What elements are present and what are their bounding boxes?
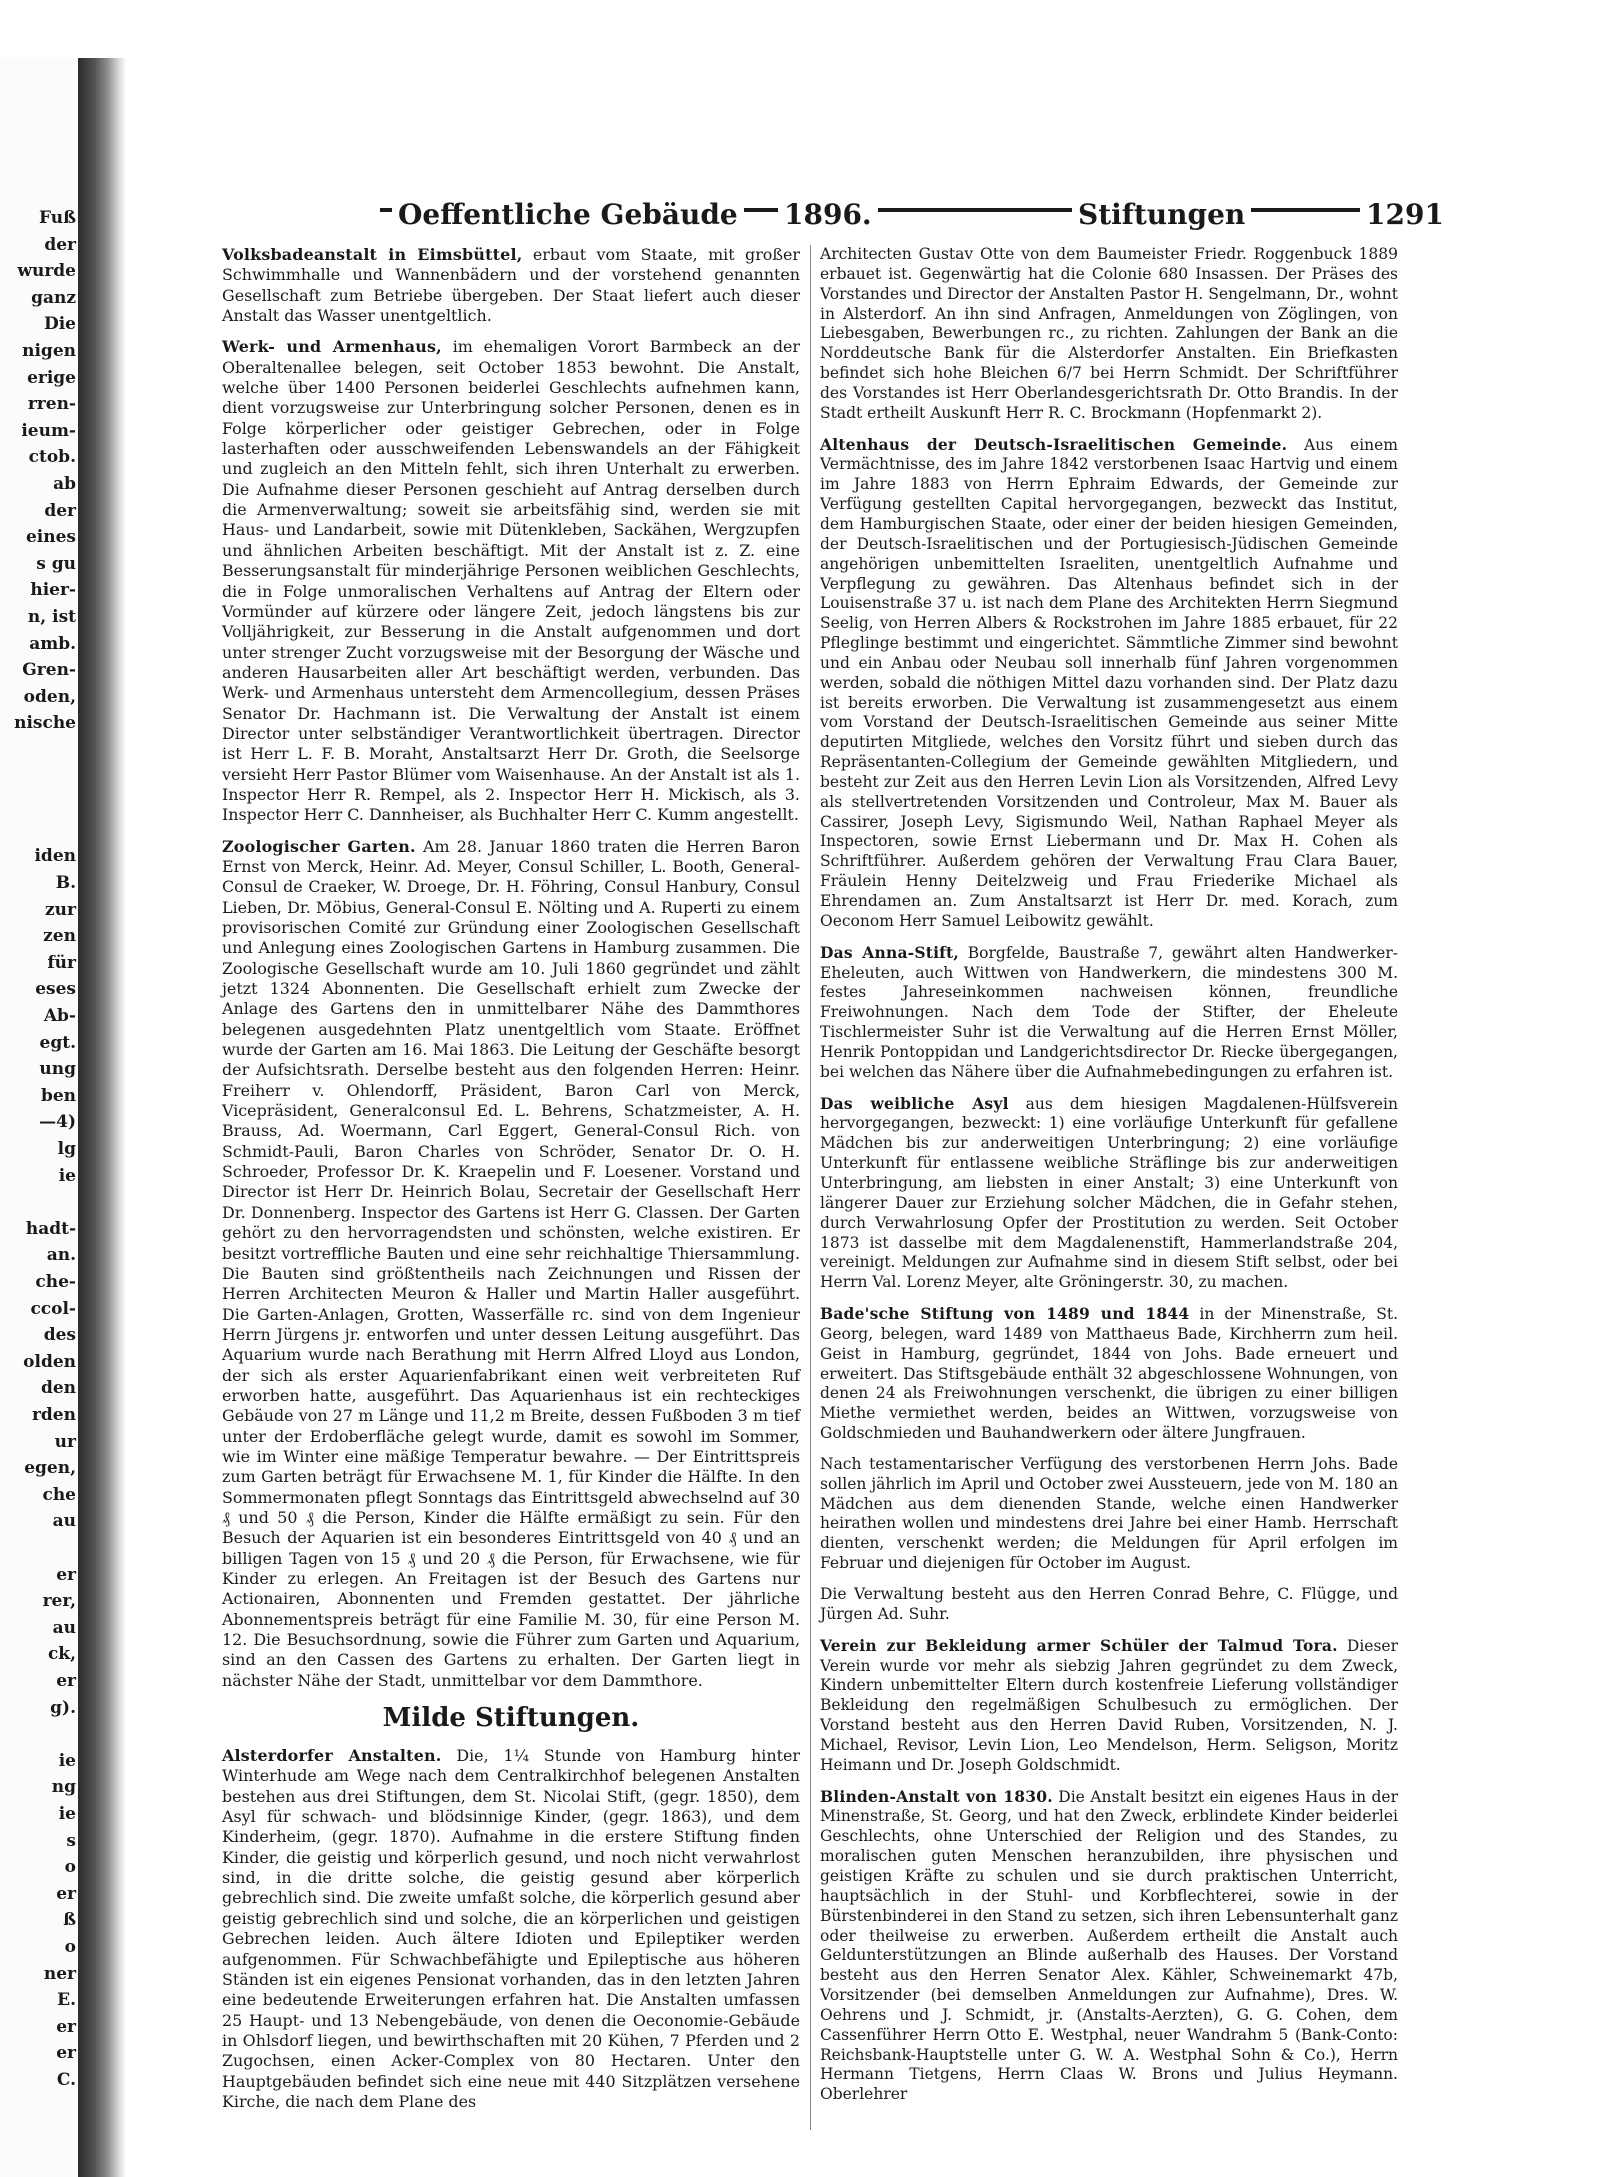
facing-page-line-end: oden, bbox=[23, 686, 76, 707]
facing-page-line-end: zur bbox=[45, 899, 76, 920]
facing-page-line-end: den bbox=[40, 1378, 76, 1399]
facing-page-line-end: er bbox=[56, 1671, 76, 1691]
entry-title: Das Anna-Stift, bbox=[820, 942, 959, 962]
facing-page-line-end: —4) bbox=[39, 1112, 76, 1133]
facing-page-line-end: iden bbox=[34, 846, 76, 867]
entry-title: Alsterdorfer Anstalten. bbox=[222, 1746, 442, 1766]
entry-title: Blinden-Anstalt von 1830. bbox=[820, 1786, 1053, 1806]
facing-page-line-end: olden bbox=[23, 1351, 76, 1372]
facing-page-line-end: ie bbox=[58, 1804, 76, 1824]
entry-body: Die, 1¼ Stunde von Hamburg hinter Winterhude am Wege nach dem Centralkirchhof belegenen Anstalten bestehen aus drei Stiftungen, dem St. Nicolai Stift, (gegr. 1850), dem Asyl für schwach- und blödsinnige Kinder, (gegr. 1863), und dem Kinderheim, (gegr. 1870). Aufnahme in die erstere Stiftung finden Kinder, die geistig und körperlich gesund, und noch nicht verwahrlost sind, in die dritte solche, die geistig gesund aber körperlich gebrechlich sind. Die zweite umfaßt solche, die körperlich gesund aber geistig gebrechlich sind und solche, die an körperlichen und geistigen Gebrechen leiden. Auch ältere Idioten und Epileptiker werden aufgenommen. Für Schwachbefähigte und Epileptische aus höheren Ständen ist ein eigenes Pensionat vorhanden, das in den letzten Jahren eine bedeutende Erweiterungen erfahren hat. Die Anstalten umfassen 25 Haupt- und 13 Nebengebäude, von denen die Oeconomie-Gebäude in Ohlsdorf liegen, und bewirthschaften mit 20 Kühen, 7 Pferden und 2 Zugochsen, einen Acker-Complex von 80 Hectaren. Unter den Hauptgebäuden befindet sich eine neue mit 440 Sitzplätzen versehene Kirche, die nach dem Plane des bbox=[222, 1746, 800, 2111]
facing-page-line-end: s bbox=[66, 1830, 76, 1851]
running-title-left: Oeffentliche Gebäude bbox=[392, 200, 744, 230]
entry-body: im ehemaligen Vorort Barmbeck an der Oberaltenallee belegen, seit October 1853 bewohnt. Die Anstalt, welche über 1400 Personen beiderlei Geschlechts aufnehmen kann, dient vorzugsweise zur Unterbringung solcher Personen, denen es in Folge körperlicher oder geistiger Gebrechen, oder in Folge lasterhaften oder ausschweifenden Lebenswandels an der Fähigkeit und zugleich an den Mitteln fehlt, sich ihren Unterhalt zu erwerben. Die Aufnahme dieser Personen geschieht auf Antrag derselben durch die Armenverwaltung; soweit sie arbeitsfähig sind, werden sie mit Haus- und Landarbeit, sowie mit Dütenkleben, Sackähen, Wergzupfen und ähnlichen Arbeiten beschäftigt. Mit der Anstalt ist z. Z. eine Besserungsanstalt für minderjährige Personen weiblichen Geschlechts, die in Folge unmoralischen Verhaltens auf Antrag der Eltern oder Vormünder auf kürzere oder längere Zeit, jedoch längstens bis zur Volljährigkeit, zur Besserung in die Anstalt aufgenommen und dort unter strenger Zucht vorzugsweise mit der Besorgung der Wäsche und anderen Hausarbeiten aller Art beschäftigt werden, verbunden. Das Werk- und Armenhaus untersteht dem Armencollegium, dessen Präses Senator Dr. Hachmann ist. Die Verwaltung der Anstalt ist einem Director unter selbständiger Verantwortlichkeit übertragen. Director ist Herr L. F. B. Moraht, Anstaltsarzt Herr Dr. Groth, die Seelsorge versieht Herr Pastor Blümer vom Waisenhause. An der Anstalt ist als 1. Inspector Herr R. Rempel, als 2. Inspector Herr H. Mickisch, als 3. Inspector Herr C. Dannheiser, als Buchhalter Herr C. Kumm angestellt. bbox=[222, 337, 801, 825]
entry-title: Verein zur Bekleidung armer Schüler der Talmud Tora. bbox=[820, 1635, 1338, 1655]
entry-body: Am 28. Januar 1860 traten die Herren Baron Ernst von Merck, Heinr. Ad. Meyer, Consul Schiller, L. Booth, General-Consul de Craeker, W. Droege, Dr. H. Föhring, Consul Hanbury, Consul Lieben, Dr. Möbius, General-Consul E. Nölting und A. Ruperti zu einem provisorischen Comité zur Gründung einer Zoologischen Gesellschaft und Anlegung eines Zoologischen Gartens in Hamburg zusammen. Die Zoologische Gesellschaft wurde am 10. Juli 1860 gegründet und zählt jetzt 1324 Abonnenten. Die Gesellschaft erhielt zum Zwecke der Anlage des Gartens den in unmittelbarer Nähe des Dammthores belegenen ausgedehnten Platz unentgeltlich vom Staate. Eröffnet wurde der Garten am 16. Mai 1863. Die Leitung der Geschäfte besorgt der Aufsichtsrath. Derselbe besteht aus den folgenden Herren: Heinr. Freiherr v. Ohlendorff, Präsident, Baron Carl von Merck, Vicepräsident, Generalconsul Ed. L. Behrens, Schatzmeister, A. H. Brauss, Ad. Woermann, Carl Eggert, General-Consul Rich. von Schmidt-Pauli, Baron Charles von Schröder, Senator Dr. O. H. Schroeder, Professor Dr. K. Kraepelin und F. Loesener. Vorstand und Director ist Herr Dr. Heinrich Bolau, Secretair der Gesellschaft Herr Dr. Donnenberg. Inspector des Gartens ist Herr G. Classen. Der Garten gehört zu den hervorragendsten und schönsten, welche existiren. Er besitzt vortreffliche Bauten und eine sehr reichhaltige Thiersammlung. Die Bauten sind größtentheils nach Zeichnungen und Rissen der Herren Architecten Meuron & Haller und Martin Haller ausgeführt. Die Garten-Anlagen, Grotten, Wasserfälle rc. sind von dem Ingenieur Herrn Jürgens jr. entworfen und unter dessen Leitung ausgeführt. Das Aquarium wurde nach Berathung mit Herrn Alfred Lloyd aus London, der sich als erster Aquarienfabrikant einen weit verbreiteten Ruf erworben hatte, ausgeführt. Das Aquarienhaus ist ein rechteckiges Gebäude von 27 m Länge und 11,2 m Breite, dessen Fußboden 3 m tief unter der Erdoberfläche gelegt wurde, damit es sowohl im Sommer, wie im Winter eine mäßige Temperatur bewahre. — Der Eintrittspreis zum Garten beträgt für Erwachsene M. 1, für Kinder die Hälfte. In den Sommermonaten pflegt Sonntags das Eintrittsgeld abwechselnd auf 30 ₰ und 50 ₰ die Person, Kinder die Hälfte ermäßigt zu sein. Für den Besuch der Aquarien ist ein besonderes Eintrittsgeld von 40 ₰ und an billigen Tagen von 15 ₰ und 20 ₰ die Person, für Erwachsene, wie für Kinder zu erlegen. An Freitagen ist der Besuch des Gartens nur Actionairen, Abonnenten und Fremden gestattet. Der jährliche Abonnementspreis beträgt für eine Familie M. 30, für eine Person M. 12. Die Besuchsordnung, sowie die Führer zum Garten und Aquarium, sind an den Cassen des Gartens zu erhalten. Der Garten liegt in nächster Nähe der Stadt, unmittelbar vor dem Dammthore. bbox=[222, 836, 801, 1690]
facing-page-line-end: E. bbox=[57, 1990, 76, 2011]
facing-page-line-end: ab bbox=[53, 474, 76, 494]
left-text-column bbox=[222, 245, 800, 2123]
entry-title: Werk- und Armenhaus, bbox=[222, 337, 442, 357]
facing-page-line-end: s gu bbox=[36, 553, 76, 574]
facing-page-line-end: nische bbox=[14, 713, 76, 734]
entry-title: Das weibliche Asyl bbox=[820, 1093, 1009, 1113]
entry-paragraph bbox=[820, 1636, 1398, 1776]
facing-page-line-end: der bbox=[44, 234, 76, 255]
facing-page-line-end: ng bbox=[51, 1777, 76, 1798]
entry-title: Bade'sche Stiftung von 1489 und 1844 bbox=[820, 1304, 1190, 1324]
entry-body: Die Verwaltung besteht aus den Herren Conrad Behre, C. Flügge, und Jürgen Ad. Suhr. bbox=[820, 1585, 1398, 1623]
facing-page-line-end: er bbox=[56, 2043, 76, 2064]
entry-paragraph bbox=[820, 1304, 1398, 1444]
book-gutter bbox=[78, 58, 126, 2177]
facing-page-line-end: für bbox=[47, 952, 76, 973]
facing-page-line-end: rren- bbox=[27, 394, 76, 415]
facing-page-line-end: erige bbox=[27, 367, 76, 388]
facing-page-line-end: egen, bbox=[24, 1458, 76, 1479]
facing-page-line-end: C. bbox=[56, 2070, 76, 2090]
facing-page-line-end: ctob. bbox=[28, 447, 76, 468]
facing-page-line-end: rer, bbox=[42, 1591, 76, 1612]
facing-page-line-end: er bbox=[56, 1883, 76, 1904]
entry-body: Architecten Gustav Otte von dem Baumeister Friedr. Roggenbuck 1889 erbauet ist. Gegenwärtig hat die Colonie 680 Insassen. Der Präses des Vorstandes und Director der Anstalten Pastor H. Sengelmann, Dr., wohnt in Alsterdorf. An ihn sind Anfragen, Anmeldungen von Zöglingen, von Liebesgaben, Bewerbungen rc., zu richten. Zahlungen der Bank an die Norddeutsche Bank für die Alsterdorfer Anstalten. Ein Briefkasten befindet sich hohe Bleichen 6/7 bei Herrn Schmidt. Der Schriftführer des Vorstandes ist Herr Oberlandesgerichtsrath Dr. Otto Brandis. In der Stadt ertheilt Auskunft Herr R. C. Brockmann (Hopfenmarkt 2). bbox=[820, 245, 1398, 422]
page-top-margin bbox=[0, 0, 1600, 58]
facing-page-line-end: au bbox=[52, 1511, 76, 1532]
facing-page-line-end: o bbox=[64, 1857, 76, 1878]
facing-page-line-end: ung bbox=[39, 1059, 76, 1080]
facing-page-line-end: Gren- bbox=[22, 660, 76, 681]
facing-page-line-end: n, ist bbox=[27, 607, 76, 627]
facing-page-line-end: ganz bbox=[31, 287, 76, 308]
entry-title: Zoologischer Garten. bbox=[222, 836, 416, 856]
facing-page-line-end: o bbox=[64, 1937, 76, 1957]
entry-paragraph bbox=[222, 1746, 800, 2112]
facing-page-line-end: egt. bbox=[39, 1032, 76, 1053]
facing-page-line-end: lg bbox=[57, 1139, 76, 1159]
column-divider bbox=[810, 245, 811, 2130]
facing-page-line-end: ß bbox=[63, 1910, 76, 1931]
facing-page-line-end: Fuß bbox=[38, 208, 76, 228]
entry-paragraph bbox=[222, 337, 800, 825]
page-number: 1291 bbox=[1360, 200, 1450, 230]
facing-page-line-end: des bbox=[43, 1325, 76, 1346]
facing-page-fragment bbox=[0, 58, 80, 2177]
facing-page-line-end: ben bbox=[40, 1085, 76, 1106]
facing-page-line-end: B. bbox=[55, 873, 76, 893]
facing-page-line-end: ner bbox=[43, 1963, 76, 1984]
entry-paragraph bbox=[820, 1094, 1398, 1293]
facing-page-line-end: hadt- bbox=[25, 1218, 76, 1239]
entry-body: Dieser Verein wurde vor mehr als siebzig Jahren gegründet zu dem Zweck, Kindern unbemittelter Eltern durch kostenfreie Lieferung vollständiger Bekleidung den regelmäßigen Schulbesuch zu ermöglichen. Der Vorstand besteht aus den Herren David Ruben, Vorsitzenden, N. J. Michael, Revisor, Levin Lion, Leo Mendelson, Herm. Seligson, Moritz Heimann und Dr. Joseph Goldschmidt. bbox=[820, 1636, 1398, 1774]
entry-body: Aus einem Vermächtnisse, des im Jahre 1842 verstorbenen Isaac Hartvig und einem im Jahre 1883 von Herrn Ephraim Edwards, der Gemeinde zur Verfügung gestellten Capital hervorgegangen, bezweckt das Institut, dem Hamburgischen Staate, oder einer der beiden hiesigen Gemeinden, der Deutsch-Israelitischen und der Portugiesisch-Jüdischen Gemeinde angehörigen unbemittelten Israeliten, unentgeltlich Aufnahme und Verpflegung zu gewähren. Das Altenhaus befindet sich in der Louisenstraße 37 u. ist nach dem Plane des Architekten Herrn Siegmund Seelig, von Herren Albers & Rockstrohen im Jahre 1885 erbauet, für 22 Pfleglinge bestimmt und eingerichtet. Sämmtliche Zimmer sind bewohnt und ein Anbau oder Neubau soll innerhalb fünf Jahren vorgenommen werden, sobald die nöthigen Mittel dazu vorhanden sind. Der Platz dazu ist bereits erworben. Die Verwaltung ist zusammengesetzt aus einem vom Vorstand der Deutsch-Israelitischen Gemeinde aus seiner Mitte deputirten Mitgliede, welches den Vorsitz führt und sieben durch das Repräsentanten-Collegium der Gemeinde gewählten Mitgliedern, und besteht zur Zeit aus den Herren Levin Lion als Vorsitzenden, Alfred Levy als stellvertretenden Vorsitzenden und Controleur, Max M. Bauer als Cassirer, Joseph Levy, Sigismundo Weil, Nathan Raphael Meyer als Inspectoren, sowie Ernst Liebermann und Dr. Max H. Cohen als Schriftführer. Außerdem gehören der Verwaltung Frau Clara Bauer, Fräulein Henny Deitelzweig und Frau Friederike Michael als Ehrendamen an. Zum Anstaltsarzt ist Herr Dr. med. Korach, zum Oeconom Herr Samuel Leibowitz gewählt. bbox=[820, 435, 1398, 930]
facing-page-line-end: eses bbox=[35, 979, 76, 1000]
entry-paragraph bbox=[222, 837, 800, 1691]
facing-page-line-end: hier- bbox=[30, 580, 76, 601]
facing-page-line-end: an. bbox=[46, 1245, 76, 1266]
facing-page-line-end: nigen bbox=[22, 341, 76, 361]
facing-page-line-end: rden bbox=[31, 1405, 76, 1425]
entry-paragraph bbox=[820, 435, 1398, 932]
facing-page-line-end: ccol- bbox=[30, 1298, 76, 1319]
section-heading: Milde Stiftungen. bbox=[382, 1703, 640, 1734]
entry-title: Volksbadeanstalt in Eimsbüttel, bbox=[222, 245, 523, 264]
entry-body: Borgfelde, Baustraße 7, gewährt alten Handwerker-Eheleuten, auch Wittwen von Handwerkern, die mindestens 300 M. festes Jahreseinkommen nachweisen können, freundliche Freiwohnungen. Nach dem Tode der Stifter, der Eheleute Tischlermeister Suhr ist die Verwaltung auf die Herren Ernst Möller, Henrik Pontoppidan und Landgerichtsdirector Dr. Riecke übergegangen, bei welchen das Nähere über die Aufnahmebedingungen zu erfahren ist. bbox=[820, 943, 1398, 1081]
facing-page-line-end: ck, bbox=[47, 1644, 76, 1665]
facing-page-line-end: er bbox=[56, 2016, 76, 2037]
facing-page-line-end: er bbox=[56, 1564, 76, 1585]
facing-page-line-end: zen bbox=[43, 926, 76, 947]
facing-page-line-end: g). bbox=[50, 1697, 76, 1718]
running-title-right: Stiftungen bbox=[1072, 200, 1251, 230]
facing-page-line-end: ie bbox=[58, 1750, 76, 1771]
entry-paragraph bbox=[820, 245, 1398, 424]
entry-title: Altenhaus der Deutsch-Israelitischen Gemeinde. bbox=[820, 434, 1288, 454]
facing-page-line-end: ur bbox=[54, 1431, 76, 1452]
facing-page-line-end: eines bbox=[25, 527, 76, 548]
facing-page-line-end: ie bbox=[58, 1165, 76, 1186]
facing-page-line-end: der bbox=[44, 500, 76, 521]
facing-page-line-end: che- bbox=[35, 1272, 76, 1292]
entry-paragraph bbox=[222, 245, 800, 326]
facing-page-line-end: au bbox=[52, 1617, 76, 1638]
entry-paragraph bbox=[820, 1787, 1398, 2106]
facing-page-line-end: ieum- bbox=[21, 420, 76, 441]
entry-body: in der Minenstraße, St. Georg, belegen, ward 1489 von Matthaeus Bade, Kirchherrn zum heil. Geist in Hamburg, gegründet, 1844 von Johs. Bade erneuert und erweitert. Das Stiftsgebäude enthält 32 abgeschlossene Wohnungen, von denen 24 als Freiwohnungen verschenkt, die übrigen zu einer billigen Miethe vermiethet werden, beides an Wittwen, vorzugsweise von Goldschmieden und Bauhandwerkern oder ältere Jungfrauen. bbox=[820, 1305, 1398, 1443]
entry-body: Die Anstalt besitzt ein eigenes Haus in der Minenstraße, St. Georg, und hat den Zweck, erblindete Kinder beiderlei Geschlechts, ohne Unterschied der Religion und des Standes, zu moralischen guten Menschen heranzubilden, ihre physischen und geistigen Kräfte zu schulen und sie durch praktischen Unterricht, hauptsächlich in der Stuhl- und Korbflechterei, sowie in der Bürstenbinderei in den Stand zu setzen, sich ihren Lebensunterhalt ganz oder theilweise zu erwerben. Außerdem ertheilt die Anstalt auch Geldunterstützungen an Blinde außerhalb des Hauses. Der Vorstand besteht aus den Herren Senator Alex. Kähler, Schweinemarkt 47b, Vorsitzender (bei demselben Anmeldungen zur Aufnahme), Dres. W. Oehrens und J. Schmidt, jr. (Anstalts-Aerzten), G. G. Cohen, dem Cassenführer Herrn Otto E. Westphal, neuer Wandrahm 5 (Bank-Conto: Reichsbank-Hauptstelle unter G. W. A. Westphal Sohn & Co.), Herrn Hermann Tietgens, Herrn Claas W. Brons und Julius Heymann. Oberlehrer bbox=[820, 1787, 1399, 2104]
facing-page-line-end: amb. bbox=[29, 633, 76, 654]
facing-page-line-end: che bbox=[42, 1484, 76, 1505]
running-year: 1896. bbox=[778, 200, 878, 230]
entry-body: aus dem hiesigen Magdalenen-Hülfsverein hervorgegangen, bezweckt: 1) eine vorläufige Unterkunft für gefallene Mädchen bis zur anderweitigen Unterbringung; 2) eine vorläufige Unterkunft für entlassene weibliche Sträflinge bis zur anderweitigen Unterbringung, am liebsten in einer Anstalt; 3) eine Unterkunft von längerer Dauer zur Erziehung solcher Mädchen, die in Gefahr stehen, durch Verwahrlosung Opfer der Prostitution zu werden. Seit October 1873 ist dasselbe mit dem Magdalenenstift, Hammerlandstraße 204, vereinigt. Meldungen zur Aufnahme sind in diesem Stift selbst, oder bei Herrn Val. Lorenz Meyer, alte Gröningerstr. 30, zu machen. bbox=[820, 1094, 1398, 1292]
entry-paragraph bbox=[820, 1455, 1398, 1574]
entry-body: Nach testamentarischer Verfügung des verstorbenen Herrn Johs. Bade sollen jährlich im April und October zwei Aussteuern, jede von M. 180 an Mädchen aus dem dienenden Stande, welche einen Handwerker heirathen wollen und mindestens drei Jahre bei einer Hamb. Herrschaft dienten, verschenkt werden; die Meldungen für April erfolgen im Februar und diejenigen für October im August. bbox=[820, 1454, 1398, 1573]
facing-page-line-end: wurde bbox=[17, 261, 76, 282]
right-text-column bbox=[820, 245, 1398, 2116]
entry-body: erbaut vom Staate, mit großer Schwimmhalle und Wannenbädern und der vorstehend genannten Gesellschaft zum Betriebe übergeben. Der Staat liefert auch dieser Anstalt das Wasser unentgeltlich. bbox=[222, 245, 800, 326]
facing-page-line-end: Ab- bbox=[43, 1006, 76, 1026]
facing-page-line-end: Die bbox=[43, 314, 76, 335]
entry-paragraph bbox=[820, 943, 1398, 1083]
entry-paragraph bbox=[820, 1585, 1398, 1625]
